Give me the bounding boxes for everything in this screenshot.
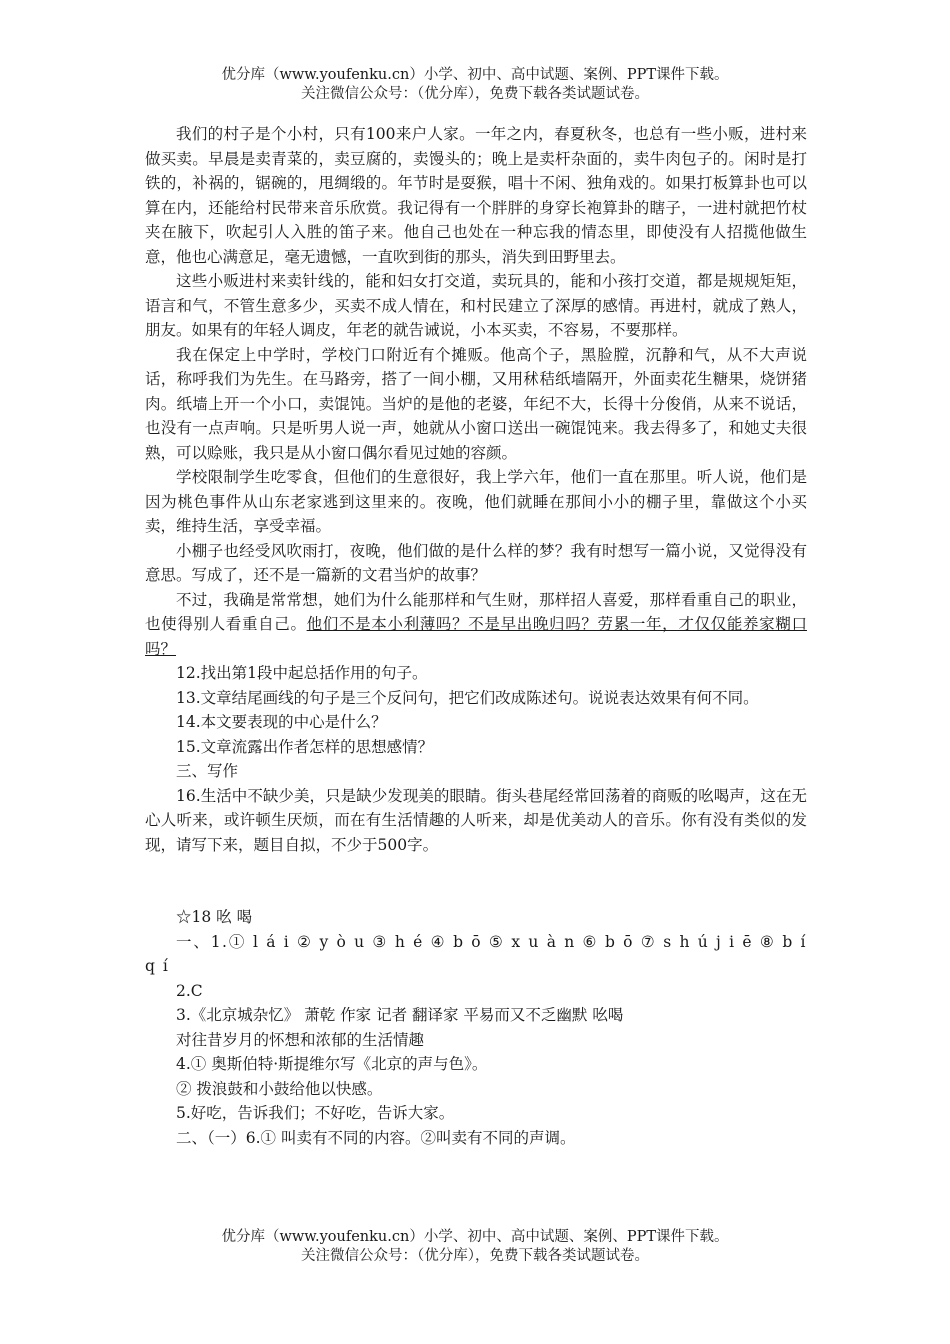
answer-3-continued: 对往昔岁月的怀想和浓郁的生活情趣 — [176, 1030, 425, 1049]
answer-key-title: ☆18 吆 喝 — [176, 908, 253, 926]
passage-paragraph-4: 学校限制学生吃零食，但他们的生意很好，我上学六年，他们一直在那里。听人说，他们是因为桃色事件从山东老家逃到这里来的。夜晚，他们就睡在那间小小的棚子里，靠做这个小买卖，维持生活，享受幸福。 — [145, 468, 807, 535]
question-16: 16.生活中不缺少美，只是缺少发现美的眼睛。街头巷尾经常回荡着的商贩的吆喝声，这在无心人听来，或许顿生厌烦，而在有生活情趣的人听来，却是优美动人的音乐。你有没有类似的发现，请写下来，题目自拟，不少于500字。 — [145, 786, 807, 854]
paragraph-6-text: 不过，我确是常常想，她们为什么能那样和气生财，那样招人喜爱，那样看重自己的职业，也使得别人看重自己。 — [145, 590, 807, 633]
question-15: 15.文章流露出作者怎样的思想感情？ — [176, 737, 434, 756]
passage-paragraph-3: 我在保定上中学时，学校门口附近有个摊贩。他高个子，黑脸膛，沉静和气，从不大声说话，称呼我们为先生。在马路旁，搭了一间小棚，又用秫秸纸墙隔开，外面卖花生糖果，烧饼猪肉。纸墙上开一个小口，卖馄饨。当炉的是他的老婆，年纪不大，长得十分俊俏，从来不说话，也没有一点声响。只是听男人说一声，她就从小窗口送出一碗馄饨来。我去得多了，和她丈夫很熟，可以赊账，我只是从小窗口偶尔看见过她的容颜。 — [145, 345, 807, 462]
answer-4-continued: ② 拨浪鼓和小鼓给他以快感。 — [176, 1079, 383, 1098]
passage-paragraph-2: 这些小贩进村来卖针线的，能和妇女打交道，卖玩具的，能和小孩打交道，都是规规矩矩，语言和气，不管生意多少，买卖不成人情在，和村民建立了深厚的感情。再进村，就成了熟人，朋友。如果有的年轻人调皮，年老的就告诫说，小本买卖，不容易，不要那样。 — [145, 272, 807, 339]
underlined-rhetorical-questions: 他们不是本小利薄吗？不是早出晚归吗？劳累一年，才仅仅能养家糊口吗？ — [145, 615, 807, 658]
answer-2: 2.C — [176, 981, 203, 1000]
page-header — [0, 66, 950, 104]
section-writing-heading: 三、写作 — [176, 762, 239, 780]
section-gap — [145, 857, 807, 905]
document-body — [145, 122, 807, 1150]
passage-paragraph-1: 我们的村子是个小村，只有100来户人家。一年之内，春夏秋冬，也总有一些小贩，进村来做买卖。早晨是卖青菜的，卖豆腐的，卖馒头的；晚上是卖杆杂面的，卖牛肉包子的。闲时是打铁的，补祸的，锯碗的，甩绸缎的。年节时是耍猴，唱十不闲、独角戏的。如果打板算卦也可以算在内，还能给村民带来音乐欣赏。我记得有一个胖胖的身穿长袍算卦的瞎子，一进村就把竹杖夹在腋下，吹起引人入胜的笛子来。他自己也处在一种忘我的情态里，即使没有人招揽他做生意，他也心满意足，毫无遗憾，一直吹到街的那头，消失到田野里去。 — [145, 125, 807, 266]
header-line-1: 优分库（www.youfenku.cn）小学、初中、高中试题、案例、PPT课件下载。 — [221, 67, 729, 83]
page-footer — [0, 1228, 950, 1266]
question-13: 13.文章结尾画线的句子是三个反问句，把它们改成陈述句。说说表达效果有何不同。 — [176, 688, 759, 707]
footer-line-2: 关注微信公众号：（优分库），免费下载各类试题试卷。 — [301, 1248, 649, 1264]
answer-1-pinyin: 一、1.① l á i ② y ò u ③ h é ④ b ō ⑤ x u à n ⑥ b ō ⑦ s h ú j i ē ⑧ b í q í — [145, 932, 807, 975]
footer-line-1: 优分库（www.youfenku.cn）小学、初中、高中试题、案例、PPT课件下载。 — [221, 1229, 729, 1245]
answer-3: 3.《北京城杂忆》 萧乾 作家 记者 翻译家 平易而又不乏幽默 吆喝 — [176, 1006, 624, 1024]
header-line-2: 关注微信公众号：（优分库），免费下载各类试题试卷。 — [301, 86, 649, 102]
answer-5: 5.好吃，告诉我们；不好吃，告诉大家。 — [176, 1104, 455, 1122]
question-14: 14.本文要表现的中心是什么？ — [176, 713, 387, 731]
passage-paragraph-5: 小棚子也经受风吹雨打，夜晚，他们做的是什么样的梦？我有时想写一篇小说，又觉得没有意思。写成了，还不是一篇新的文君当炉的故事？ — [145, 541, 807, 584]
answer-4: 4.① 奥斯伯特·斯提维尔写《北京的声与色》。 — [176, 1055, 488, 1073]
passage-paragraph-6 — [145, 588, 807, 662]
question-12: 12.找出第1段中起总括作用的句子。 — [176, 664, 428, 682]
answer-6: 二、（一）6.① 叫卖有不同的内容。②叫卖有不同的声调。 — [176, 1128, 576, 1147]
